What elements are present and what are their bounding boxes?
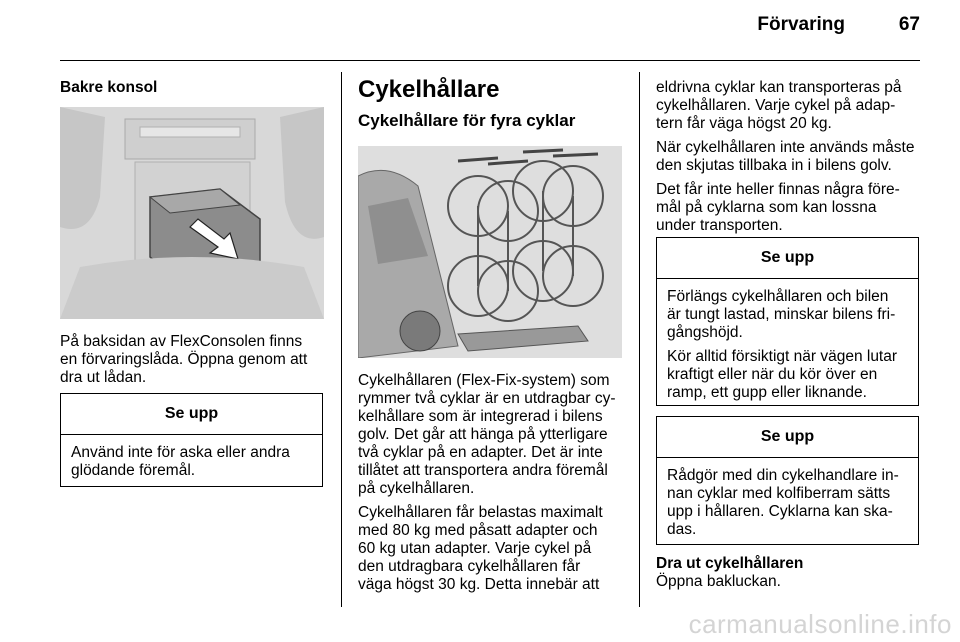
- warning-box: [60, 393, 323, 487]
- warning-box: [656, 416, 919, 545]
- warning-line: nan cyklar med kolfiberram sätts: [667, 485, 891, 502]
- warning-box: [656, 237, 919, 406]
- column-3-footer: [656, 555, 926, 591]
- bicycle-carrier-drawing: [358, 146, 622, 358]
- page-number: 67: [898, 14, 920, 35]
- warning-line: är tungt lastad, minskar bilens fri-: [667, 306, 896, 323]
- text-line: Det får inte heller finnas några före-: [656, 181, 900, 198]
- text-line: Öppna bakluckan.: [656, 573, 781, 590]
- warning-title: Se upp: [657, 238, 918, 279]
- console-body-line: en förvaringslåda. Öppna genom att: [60, 351, 308, 368]
- text-line: kelhållare som är integrerad i bilens: [358, 408, 603, 425]
- paragraph: [656, 181, 926, 235]
- section-heading: Cykelhållare: [358, 76, 500, 103]
- page-section-title: Förvaring: [757, 14, 845, 35]
- text-line: mål på cyklarna som kan lossna: [656, 199, 877, 216]
- warning-line: Använd inte för aska eller andra: [71, 444, 290, 461]
- text-line: tern får väga högst 20 kg.: [656, 115, 832, 132]
- header-divider: [60, 60, 920, 61]
- paragraph: [656, 139, 926, 175]
- text-line: väga högst 30 kg. Detta innebär att: [358, 576, 600, 593]
- column-2-heading: [358, 76, 628, 132]
- paragraph: [358, 504, 630, 594]
- console-storage-illustration: [60, 107, 324, 319]
- warning-paragraph: [667, 288, 908, 342]
- console-drawer-drawing: [60, 107, 324, 319]
- warning-body: [657, 279, 918, 410]
- paragraph: [656, 79, 926, 133]
- warning-paragraph: [667, 348, 908, 402]
- paragraph: [358, 372, 630, 498]
- text-line: rymmer två cyklar är en utdragbar cy-: [358, 390, 616, 407]
- warning-line: Förlängs cykelhållaren och bilen: [667, 288, 889, 305]
- text-line: När cykelhållaren inte används måste: [656, 139, 915, 156]
- warning-line: das.: [667, 521, 697, 538]
- text-line: den utdragbara cykelhållaren får: [358, 558, 581, 575]
- column-2-text: [358, 372, 630, 600]
- warning-line: Rådgör med din cykelhandlare in-: [667, 467, 899, 484]
- section-heading: Bakre konsol: [60, 79, 158, 96]
- warning-line: upp i hållaren. Cyklarna kan ska-: [667, 503, 893, 520]
- column-1: [60, 79, 330, 97]
- text-line: 60 kg utan adapter. Varje cykel på: [358, 540, 592, 557]
- text-line: cykelhållaren. Varje cykel på adap-: [656, 97, 896, 114]
- column-3-text: [656, 79, 926, 241]
- column-1-text: [60, 333, 330, 387]
- watermark: carmanualsonline.info: [688, 609, 952, 639]
- console-body-line: dra ut lådan.: [60, 369, 147, 386]
- text-line: golv. Det går att hänga på ytterligare: [358, 426, 608, 443]
- text-line: tillåtet att transportera andra föremål: [358, 462, 608, 479]
- text-line: Cykelhållaren får belastas maximalt: [358, 504, 603, 521]
- warning-title: Se upp: [61, 394, 322, 435]
- text-line: på cykelhållaren.: [358, 480, 475, 497]
- warning-line: glödande föremål.: [71, 462, 196, 479]
- column-divider: [639, 72, 640, 607]
- warning-line: gångshöjd.: [667, 324, 743, 341]
- console-body-line: På baksidan av FlexConsolen finns: [60, 333, 303, 350]
- warning-title: Se upp: [657, 417, 918, 458]
- subsection-heading: Dra ut cykelhållaren: [656, 555, 804, 572]
- warning-line: ramp, ett gupp eller liknande.: [667, 384, 867, 401]
- text-line: två cyklar på en adapter. Det är inte: [358, 444, 603, 461]
- text-line: med 80 kg med påsatt adapter och: [358, 522, 598, 539]
- warning-body: [61, 435, 322, 488]
- bicycle-carrier-illustration: [358, 146, 622, 358]
- text-line: eldrivna cyklar kan transporteras på: [656, 79, 902, 96]
- text-line: under transporten.: [656, 217, 783, 234]
- text-line: Cykelhållaren (Flex-Fix-system) som: [358, 372, 610, 389]
- column-divider: [341, 72, 342, 607]
- warning-line: Kör alltid försiktigt när vägen lutar: [667, 348, 898, 365]
- text-line: den skjutas tillbaka in i bilens golv.: [656, 157, 892, 174]
- warning-line: kraftigt eller när du kör över en: [667, 366, 878, 383]
- warning-body: [657, 458, 918, 547]
- subsection-heading: Cykelhållare för fyra cyklar: [358, 111, 576, 130]
